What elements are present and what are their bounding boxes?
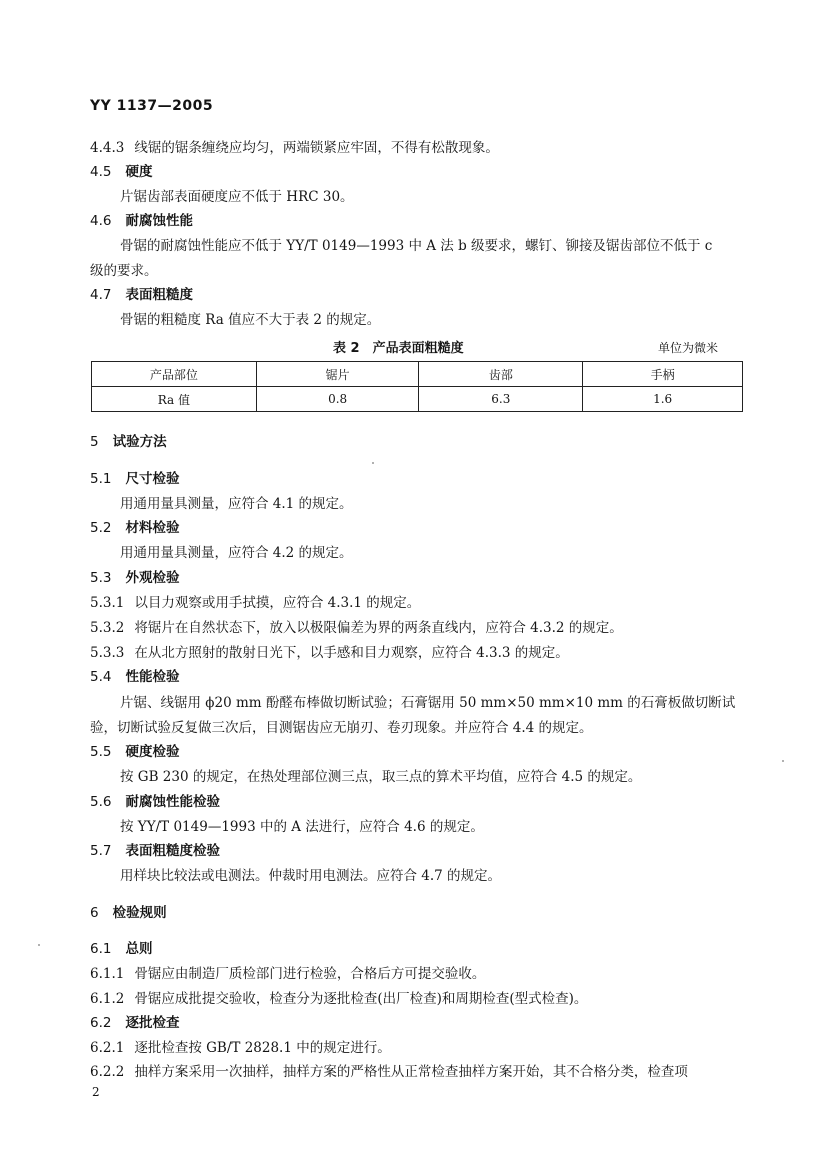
heading-4-5 bbox=[90, 162, 152, 182]
paragraph-5-1: 用通用量具测量，应符合 4.1 的规定。 bbox=[120, 496, 353, 512]
heading-5-7 bbox=[90, 841, 220, 861]
clause-5-3-3 bbox=[90, 643, 569, 663]
clause-number: 5.3.1 bbox=[90, 595, 125, 611]
heading-4-6 bbox=[90, 211, 193, 231]
clause-number: 5.3.2 bbox=[90, 620, 125, 636]
heading-title: 材料检验 bbox=[125, 520, 180, 536]
heading-number: 4.6 bbox=[90, 213, 112, 229]
heading-title: 总则 bbox=[125, 941, 153, 957]
page-number: 2 bbox=[92, 1085, 100, 1099]
heading-5-5 bbox=[90, 742, 179, 762]
heading-5-2 bbox=[90, 518, 179, 538]
table-header-row bbox=[92, 362, 743, 387]
table-row bbox=[92, 387, 743, 412]
table-cell: Ra 值 bbox=[92, 387, 257, 412]
heading-6-1 bbox=[90, 939, 152, 959]
scan-speck bbox=[38, 944, 40, 946]
heading-number: 5.6 bbox=[90, 794, 112, 810]
table-header-cell: 齿部 bbox=[419, 362, 583, 387]
heading-5-6 bbox=[90, 792, 220, 812]
heading-4-7 bbox=[90, 285, 193, 305]
clause-text: 以目力观察或用手拭摸，应符合 4.3.1 的规定。 bbox=[134, 595, 421, 611]
heading-title: 硬度检验 bbox=[125, 744, 180, 760]
clause-number: 6.1.2 bbox=[90, 991, 125, 1007]
table-cell: 6.3 bbox=[419, 387, 583, 412]
scan-speck bbox=[372, 462, 374, 464]
heading-5-1 bbox=[90, 469, 179, 489]
clause-6-1-2 bbox=[90, 989, 587, 1009]
heading-number: 5.2 bbox=[90, 520, 112, 536]
heading-6-2 bbox=[90, 1013, 179, 1033]
clause-number: 4.4.3 bbox=[90, 140, 125, 156]
paragraph-5-7: 用样块比较法或电测法。仲裁时用电测法。应符合 4.7 的规定。 bbox=[120, 868, 502, 884]
clause-number: 6.2.2 bbox=[90, 1064, 125, 1080]
clause-5-3-2 bbox=[90, 618, 623, 638]
heading-number: 5.3 bbox=[90, 570, 112, 586]
clause-text: 将锯片在自然状态下，放入以极限偏差为界的两条直线内，应符合 4.3.2 的规定。 bbox=[134, 620, 623, 636]
heading-number: 6 bbox=[90, 905, 99, 921]
table-caption: 表 2 产品表面粗糙度 bbox=[333, 341, 464, 356]
clause-number: 5.3.3 bbox=[90, 645, 125, 661]
heading-number: 4.5 bbox=[90, 164, 112, 180]
clause-4-4-3 bbox=[90, 138, 499, 158]
clause-text: 在从北方照射的散射日光下，以手感和目力观察，应符合 4.3.3 的规定。 bbox=[134, 645, 569, 661]
clause-text: 骨锯应由制造厂质检部门进行检验，合格后方可提交验收。 bbox=[134, 966, 486, 982]
clause-text: 逐批检查按 GB/T 2828.1 中的规定进行。 bbox=[134, 1040, 391, 1056]
heading-title: 试验方法 bbox=[112, 434, 167, 450]
standard-header: YY 1137—2005 bbox=[90, 98, 214, 114]
heading-title: 外观检验 bbox=[125, 570, 180, 586]
paragraph-4-6-line2: 级的要求。 bbox=[90, 263, 158, 279]
table-cell: 1.6 bbox=[583, 387, 743, 412]
paragraph-5-5: 按 GB 230 的规定，在热处理部位测三点，取三点的算术平均值，应符合 4.5 的规定。 bbox=[120, 769, 642, 785]
table-header-cell: 锯片 bbox=[256, 362, 419, 387]
paragraph-4-6-line1: 骨锯的耐腐蚀性能应不低于 YY/T 0149—1993 中 A 法 b 级要求，螺钉、铆接及锯齿部位不低于 c bbox=[120, 238, 713, 254]
table-unit: 单位为微米 bbox=[658, 341, 719, 355]
heading-title: 耐腐蚀性能检验 bbox=[125, 794, 220, 810]
paragraph-5-6: 按 YY/T 0149—1993 中的 A 法进行，应符合 4.6 的规定。 bbox=[120, 819, 484, 835]
paragraph-5-4-line2: 验，切断试验反复做三次后，目测锯齿应无崩刃、卷刃现象。并应符合 4.4 的规定。 bbox=[90, 720, 593, 736]
heading-title: 表面粗糙度检验 bbox=[125, 843, 220, 859]
heading-title: 尺寸检验 bbox=[125, 471, 180, 487]
clause-6-2-2 bbox=[90, 1062, 688, 1082]
table-header-cell: 产品部位 bbox=[92, 362, 257, 387]
heading-title: 性能检验 bbox=[125, 669, 180, 685]
clause-text: 抽样方案采用一次抽样，抽样方案的严格性从正常检查抽样方案开始，其不合格分类，检查项 bbox=[134, 1064, 688, 1080]
scan-speck bbox=[782, 760, 784, 762]
heading-5-4 bbox=[90, 667, 179, 687]
heading-number: 5.4 bbox=[90, 669, 112, 685]
paragraph-4-5: 片锯齿部表面硬度应不低于 HRC 30。 bbox=[120, 189, 354, 205]
heading-number: 6.1 bbox=[90, 941, 112, 957]
clause-6-2-1 bbox=[90, 1038, 391, 1058]
heading-6 bbox=[90, 903, 167, 923]
heading-5-3 bbox=[90, 568, 179, 588]
heading-title: 耐腐蚀性能 bbox=[125, 213, 193, 229]
clause-text: 线锯的锯条缠绕应均匀，两端锁紧应牢固，不得有松散现象。 bbox=[134, 140, 499, 156]
heading-number: 6.2 bbox=[90, 1015, 112, 1031]
clause-text: 骨锯应成批提交验收，检查分为逐批检查(出厂检查)和周期检查(型式检查)。 bbox=[134, 991, 588, 1007]
heading-number: 4.7 bbox=[90, 287, 112, 303]
paragraph-5-4-line1: 片锯、线锯用 ϕ20 mm 酚醛布棒做切断试验；石膏锯用 50 mm×50 mm×10 mm 的石膏板做切断试 bbox=[120, 695, 736, 711]
surface-roughness-table bbox=[91, 361, 743, 412]
heading-number: 5.1 bbox=[90, 471, 112, 487]
clause-5-3-1 bbox=[90, 593, 420, 613]
heading-number: 5.5 bbox=[90, 744, 112, 760]
heading-title: 检验规则 bbox=[112, 905, 167, 921]
heading-title: 逐批检查 bbox=[125, 1015, 180, 1031]
paragraph-5-2: 用通用量具测量，应符合 4.2 的规定。 bbox=[120, 545, 353, 561]
clause-number: 6.1.1 bbox=[90, 966, 125, 982]
clause-number: 6.2.1 bbox=[90, 1040, 125, 1056]
heading-number: 5 bbox=[90, 434, 99, 450]
paragraph-4-7: 骨锯的粗糙度 Ra 值应不大于表 2 的规定。 bbox=[120, 312, 381, 328]
heading-5 bbox=[90, 432, 167, 452]
heading-title: 硬度 bbox=[125, 164, 153, 180]
heading-number: 5.7 bbox=[90, 843, 112, 859]
clause-6-1-1 bbox=[90, 964, 485, 984]
heading-title: 表面粗糙度 bbox=[125, 287, 193, 303]
table-cell: 0.8 bbox=[256, 387, 419, 412]
table-header-cell: 手柄 bbox=[583, 362, 743, 387]
